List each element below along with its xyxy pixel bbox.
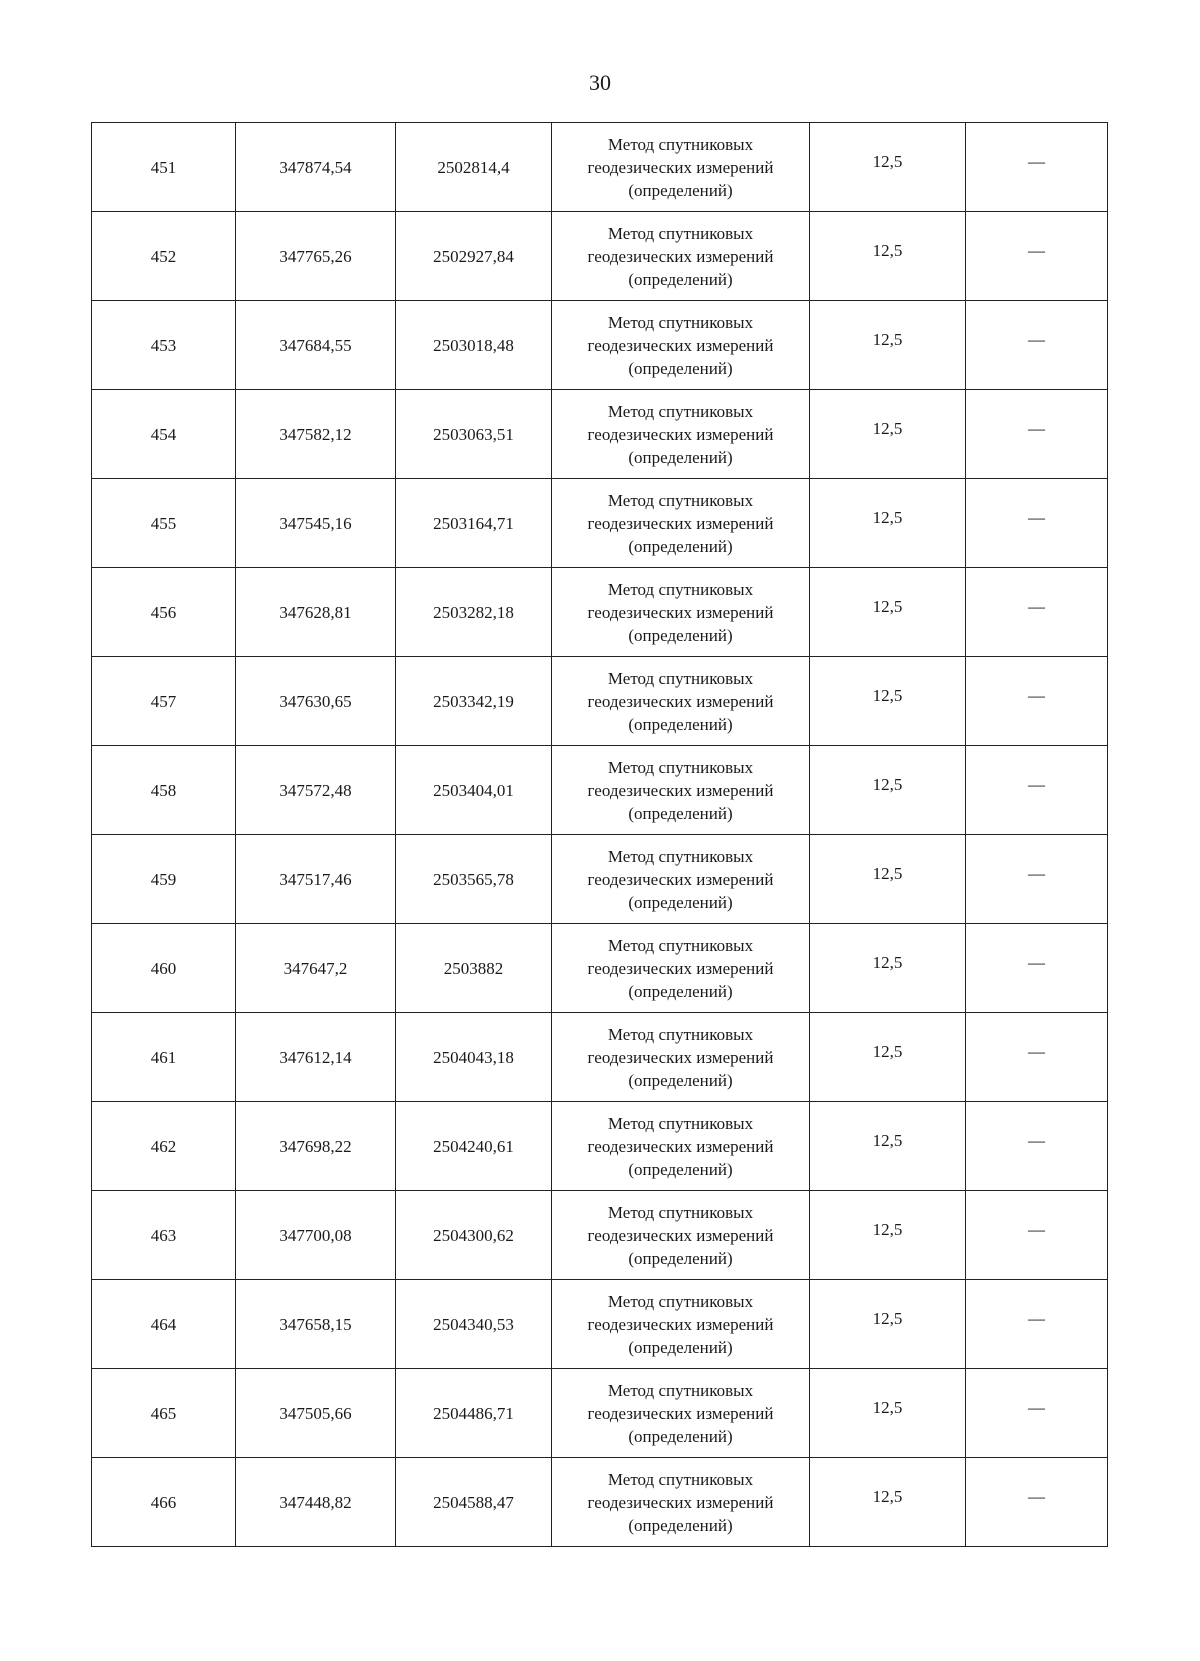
point-number-cell: 465 xyxy=(92,1369,236,1458)
method-cell xyxy=(552,123,810,212)
method-cell xyxy=(552,835,810,924)
point-number-cell: 456 xyxy=(92,568,236,657)
dash-mark: — xyxy=(1028,774,1045,794)
method-line: геодезических измерений xyxy=(587,691,774,711)
method-cell xyxy=(552,924,810,1013)
precision-value: 12,5 xyxy=(872,1486,903,1506)
method-cell xyxy=(552,1458,810,1547)
method-line: (определений) xyxy=(628,803,733,823)
precision-cell xyxy=(810,123,966,212)
precision-value: 12,5 xyxy=(872,1041,903,1061)
dash-mark: — xyxy=(1028,418,1045,438)
method-line: (определений) xyxy=(628,892,733,912)
method-line: геодезических измерений xyxy=(587,157,774,177)
note-cell xyxy=(966,301,1108,390)
method-line: геодезических измерений xyxy=(587,1403,774,1423)
table-row xyxy=(92,924,1108,1013)
method-line: Метод спутниковых xyxy=(607,1024,754,1044)
method-cell xyxy=(552,479,810,568)
x-coordinate-cell: 347628,81 xyxy=(236,568,396,657)
point-number-cell: 459 xyxy=(92,835,236,924)
table-row xyxy=(92,1369,1108,1458)
method-line: геодезических измерений xyxy=(587,513,774,533)
method-line: Метод спутниковых xyxy=(607,1380,754,1400)
table-row xyxy=(92,835,1108,924)
y-coordinate-cell: 2504300,62 xyxy=(396,1191,552,1280)
method-line: (определений) xyxy=(628,625,733,645)
method-line: геодезических измерений xyxy=(587,958,774,978)
precision-cell xyxy=(810,1102,966,1191)
method-line: (определений) xyxy=(628,714,733,734)
precision-value: 12,5 xyxy=(872,151,903,171)
method-line: Метод спутниковых xyxy=(607,134,754,154)
dash-mark: — xyxy=(1028,596,1045,616)
table-row xyxy=(92,746,1108,835)
method-line: Метод спутниковых xyxy=(607,1202,754,1222)
method-line: геодезических измерений xyxy=(587,1136,774,1156)
y-coordinate-cell: 2504588,47 xyxy=(396,1458,552,1547)
y-coordinate-cell: 2503882 xyxy=(396,924,552,1013)
point-number-cell: 457 xyxy=(92,657,236,746)
dash-mark: — xyxy=(1028,1219,1045,1239)
method-cell xyxy=(552,1191,810,1280)
x-coordinate-cell: 347684,55 xyxy=(236,301,396,390)
method-line: (определений) xyxy=(628,1159,733,1179)
note-cell xyxy=(966,657,1108,746)
coordinates-table-body xyxy=(92,123,1108,1547)
precision-value: 12,5 xyxy=(872,774,903,794)
point-number-cell: 461 xyxy=(92,1013,236,1102)
y-coordinate-cell: 2503342,19 xyxy=(396,657,552,746)
method-line: геодезических измерений xyxy=(587,246,774,266)
table-row xyxy=(92,1458,1108,1547)
precision-value: 12,5 xyxy=(872,240,903,260)
precision-value: 12,5 xyxy=(872,329,903,349)
note-cell xyxy=(966,1102,1108,1191)
x-coordinate-cell: 347700,08 xyxy=(236,1191,396,1280)
precision-cell xyxy=(810,1369,966,1458)
point-number-cell: 466 xyxy=(92,1458,236,1547)
table-row xyxy=(92,123,1108,212)
note-cell xyxy=(966,746,1108,835)
point-number-cell: 454 xyxy=(92,390,236,479)
precision-value: 12,5 xyxy=(872,418,903,438)
method-line: Метод спутниковых xyxy=(607,401,754,421)
note-cell xyxy=(966,835,1108,924)
dash-mark: — xyxy=(1028,1397,1045,1417)
y-coordinate-cell: 2504340,53 xyxy=(396,1280,552,1369)
y-coordinate-cell: 2503164,71 xyxy=(396,479,552,568)
precision-cell xyxy=(810,212,966,301)
x-coordinate-cell: 347545,16 xyxy=(236,479,396,568)
dash-mark: — xyxy=(1028,507,1045,527)
point-number-cell: 458 xyxy=(92,746,236,835)
method-line: геодезических измерений xyxy=(587,869,774,889)
table-row xyxy=(92,479,1108,568)
method-line: (определений) xyxy=(628,1248,733,1268)
dash-mark: — xyxy=(1028,1308,1045,1328)
precision-value: 12,5 xyxy=(872,863,903,883)
dash-mark: — xyxy=(1028,1041,1045,1061)
page-number: 30 xyxy=(589,70,611,95)
precision-cell xyxy=(810,1191,966,1280)
method-line: (определений) xyxy=(628,447,733,467)
x-coordinate-cell: 347874,54 xyxy=(236,123,396,212)
method-line: Метод спутниковых xyxy=(607,490,754,510)
method-line: Метод спутниковых xyxy=(607,312,754,332)
table-row xyxy=(92,390,1108,479)
note-cell xyxy=(966,390,1108,479)
table-row xyxy=(92,1280,1108,1369)
method-cell xyxy=(552,657,810,746)
precision-value: 12,5 xyxy=(872,507,903,527)
x-coordinate-cell: 347612,14 xyxy=(236,1013,396,1102)
x-coordinate-cell: 347582,12 xyxy=(236,390,396,479)
method-line: (определений) xyxy=(628,269,733,289)
method-line: Метод спутниковых xyxy=(607,1113,754,1133)
precision-cell xyxy=(810,301,966,390)
dash-mark: — xyxy=(1028,240,1045,260)
dash-mark: — xyxy=(1028,1486,1045,1506)
precision-cell xyxy=(810,390,966,479)
precision-value: 12,5 xyxy=(872,1219,903,1239)
x-coordinate-cell: 347572,48 xyxy=(236,746,396,835)
method-cell xyxy=(552,390,810,479)
note-cell xyxy=(966,479,1108,568)
table-row xyxy=(92,301,1108,390)
x-coordinate-cell: 347630,65 xyxy=(236,657,396,746)
method-line: Метод спутниковых xyxy=(607,757,754,777)
y-coordinate-cell: 2502927,84 xyxy=(396,212,552,301)
precision-cell xyxy=(810,1013,966,1102)
method-cell xyxy=(552,1369,810,1458)
precision-cell xyxy=(810,924,966,1013)
note-cell xyxy=(966,1369,1108,1458)
method-line: (определений) xyxy=(628,1515,733,1535)
method-line: Метод спутниковых xyxy=(607,1291,754,1311)
point-number-cell: 453 xyxy=(92,301,236,390)
method-line: (определений) xyxy=(628,536,733,556)
table-row xyxy=(92,1102,1108,1191)
precision-cell xyxy=(810,568,966,657)
x-coordinate-cell: 347698,22 xyxy=(236,1102,396,1191)
method-line: Метод спутниковых xyxy=(607,223,754,243)
note-cell xyxy=(966,924,1108,1013)
x-coordinate-cell: 347505,66 xyxy=(236,1369,396,1458)
y-coordinate-cell: 2502814,4 xyxy=(396,123,552,212)
note-cell xyxy=(966,568,1108,657)
method-line: геодезических измерений xyxy=(587,335,774,355)
dash-mark: — xyxy=(1028,329,1045,349)
method-line: Метод спутниковых xyxy=(607,579,754,599)
note-cell xyxy=(966,123,1108,212)
method-line: (определений) xyxy=(628,1337,733,1357)
method-line: Метод спутниковых xyxy=(607,668,754,688)
note-cell xyxy=(966,1280,1108,1369)
precision-value: 12,5 xyxy=(872,952,903,972)
y-coordinate-cell: 2504240,61 xyxy=(396,1102,552,1191)
method-cell xyxy=(552,1102,810,1191)
method-line: Метод спутниковых xyxy=(607,846,754,866)
method-line: (определений) xyxy=(628,1070,733,1090)
method-line: геодезических измерений xyxy=(587,1314,774,1334)
method-line: (определений) xyxy=(628,1426,733,1446)
x-coordinate-cell: 347658,15 xyxy=(236,1280,396,1369)
table-row xyxy=(92,568,1108,657)
dash-mark: — xyxy=(1028,1130,1045,1150)
dash-mark: — xyxy=(1028,863,1045,883)
y-coordinate-cell: 2503018,48 xyxy=(396,301,552,390)
note-cell xyxy=(966,1458,1108,1547)
method-line: геодезических измерений xyxy=(587,424,774,444)
y-coordinate-cell: 2503063,51 xyxy=(396,390,552,479)
point-number-cell: 464 xyxy=(92,1280,236,1369)
dash-mark: — xyxy=(1028,151,1045,171)
x-coordinate-cell: 347448,82 xyxy=(236,1458,396,1547)
point-number-cell: 460 xyxy=(92,924,236,1013)
precision-value: 12,5 xyxy=(872,685,903,705)
precision-value: 12,5 xyxy=(872,1397,903,1417)
dash-mark: — xyxy=(1028,685,1045,705)
x-coordinate-cell: 347765,26 xyxy=(236,212,396,301)
note-cell xyxy=(966,1191,1108,1280)
dash-mark: — xyxy=(1028,952,1045,972)
precision-cell xyxy=(810,835,966,924)
table-row xyxy=(92,212,1108,301)
method-cell xyxy=(552,568,810,657)
y-coordinate-cell: 2503282,18 xyxy=(396,568,552,657)
method-cell xyxy=(552,1280,810,1369)
coordinates-table xyxy=(91,122,1108,1547)
note-cell xyxy=(966,212,1108,301)
y-coordinate-cell: 2504486,71 xyxy=(396,1369,552,1458)
method-line: (определений) xyxy=(628,358,733,378)
x-coordinate-cell: 347647,2 xyxy=(236,924,396,1013)
precision-cell xyxy=(810,1458,966,1547)
method-line: геодезических измерений xyxy=(587,602,774,622)
y-coordinate-cell: 2503404,01 xyxy=(396,746,552,835)
y-coordinate-cell: 2504043,18 xyxy=(396,1013,552,1102)
method-cell xyxy=(552,212,810,301)
note-cell xyxy=(966,1013,1108,1102)
precision-cell xyxy=(810,746,966,835)
point-number-cell: 463 xyxy=(92,1191,236,1280)
precision-cell xyxy=(810,657,966,746)
method-line: геодезических измерений xyxy=(587,1492,774,1512)
table-row xyxy=(92,1191,1108,1280)
method-line: Метод спутниковых xyxy=(607,935,754,955)
y-coordinate-cell: 2503565,78 xyxy=(396,835,552,924)
precision-cell xyxy=(810,1280,966,1369)
precision-value: 12,5 xyxy=(872,596,903,616)
point-number-cell: 455 xyxy=(92,479,236,568)
method-line: Метод спутниковых xyxy=(607,1469,754,1489)
method-cell xyxy=(552,746,810,835)
method-line: (определений) xyxy=(628,981,733,1001)
precision-value: 12,5 xyxy=(872,1130,903,1150)
point-number-cell: 462 xyxy=(92,1102,236,1191)
x-coordinate-cell: 347517,46 xyxy=(236,835,396,924)
point-number-cell: 452 xyxy=(92,212,236,301)
point-number-cell: 451 xyxy=(92,123,236,212)
method-line: геодезических измерений xyxy=(587,1047,774,1067)
method-cell xyxy=(552,1013,810,1102)
precision-cell xyxy=(810,479,966,568)
table-row xyxy=(92,1013,1108,1102)
method-line: геодезических измерений xyxy=(587,780,774,800)
precision-value: 12,5 xyxy=(872,1308,903,1328)
table-row xyxy=(92,657,1108,746)
method-line: геодезических измерений xyxy=(587,1225,774,1245)
method-cell xyxy=(552,301,810,390)
method-line: (определений) xyxy=(628,180,733,200)
